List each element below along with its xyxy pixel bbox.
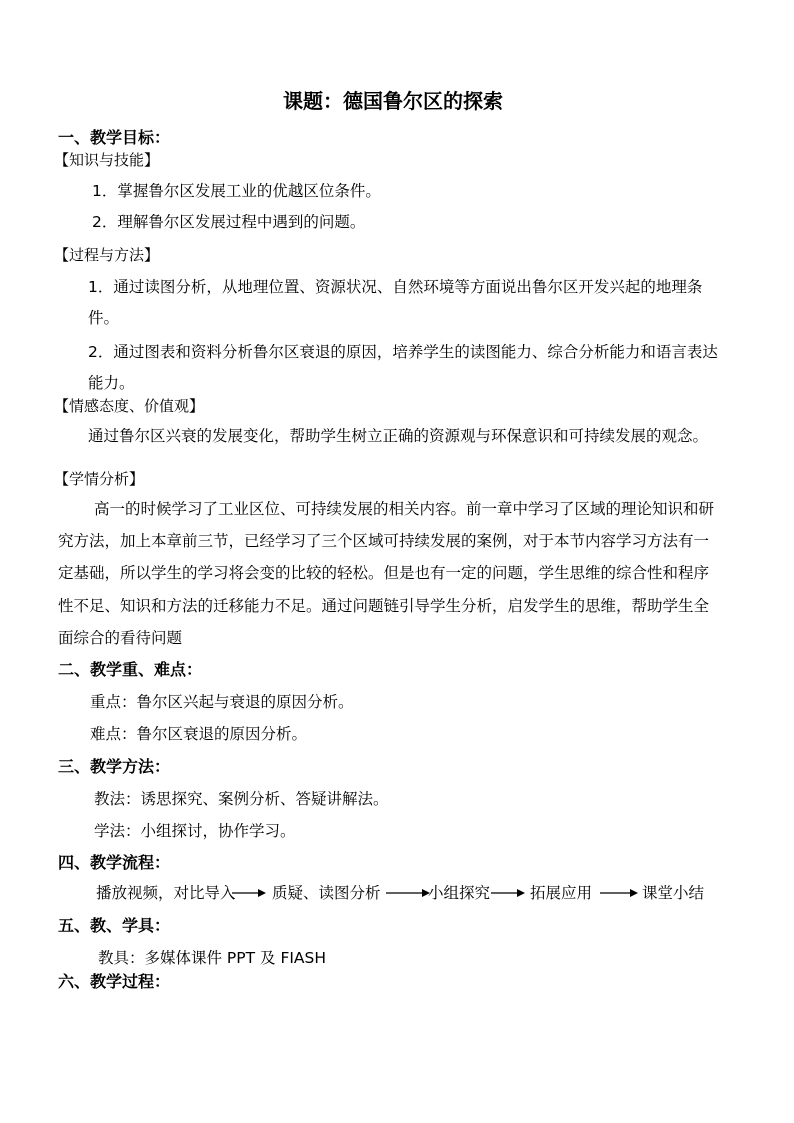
section-heading-methods: 三、教学方法： — [58, 757, 171, 776]
section-heading-tools: 五、教、学具： — [58, 916, 171, 935]
flow-step-3: 小组探究 — [428, 884, 491, 902]
analysis-line-1: 高一的时候学习了工业区位、可持续发展的相关内容。前一章中学习了区域的理论知识和研 — [94, 500, 715, 518]
analysis-line-4: 性不足、知识和方法的迁移能力不足。通过问题链引导学生分析，启发学生的思维，帮助学生全 — [58, 597, 710, 615]
flow-step-4: 拓展应用 — [530, 884, 593, 902]
key-point-difficult: 难点：鲁尔区衰退的原因分析。 — [90, 725, 308, 743]
flow-arrow-3-icon — [491, 882, 525, 904]
flow-step-2: 质疑、读图分析 — [272, 884, 381, 902]
analysis-line-2: 究方法，加上本章前三节，已经学习了三个区域可持续发展的案例，对于本节内容学习方法有一 — [58, 532, 710, 550]
emotion-text: 通过鲁尔区兴衰的发展变化，帮助学生树立正确的资源观与环保意识和可持续发展的观念。 — [88, 427, 709, 445]
method-teaching: 教法：诱思探究、案例分析、答疑讲解法。 — [94, 790, 389, 808]
section-heading-flow: 四、教学流程： — [58, 853, 171, 872]
section-heading-process: 六、教学过程： — [58, 972, 171, 991]
process-item-2-line-2: 能力。 — [88, 374, 135, 392]
emotion-label: 【情感态度、价值观】 — [54, 397, 205, 415]
knowledge-item-2: 2．理解鲁尔区发展过程中遇到的问题。 — [92, 213, 366, 231]
process-item-1-line-1: 1．通过读图分析，从地理位置、资源状况、自然环境等方面说出鲁尔区开发兴起的地理条 — [88, 278, 703, 296]
section-heading-key-points: 二、教学重、难点： — [58, 660, 203, 679]
flow-step-1: 播放视频，对比导入 — [96, 884, 236, 902]
process-label: 【过程与方法】 — [54, 246, 160, 264]
tools-text: 教具：多媒体课件 PPT 及 FIASH — [98, 949, 327, 967]
section-heading-goals: 一、教学目标： — [58, 128, 171, 147]
analysis-line-3: 定基础，所以学生的学习将会变的比较的轻松。但是也有一定的问题，学生思维的综合性和程序 — [58, 564, 710, 582]
flow-arrow-1-icon — [232, 882, 266, 904]
analysis-line-5: 面综合的看待问题 — [58, 629, 183, 647]
teaching-flow — [96, 882, 736, 904]
key-point-important: 重点：鲁尔区兴起与衰退的原因分析。 — [90, 693, 354, 711]
method-learning: 学法：小组探讨，协作学习。 — [94, 822, 296, 840]
flow-arrow-4-icon — [600, 882, 638, 904]
page-title: 课题：德国鲁尔区的探索 — [283, 89, 503, 113]
process-item-2-line-1: 2．通过图表和资料分析鲁尔区衰退的原因，培养学生的读图能力、综合分析能力和语言表达 — [88, 343, 718, 361]
flow-arrow-2-icon — [386, 882, 430, 904]
flow-step-5: 课堂小结 — [642, 884, 705, 902]
knowledge-item-1: 1．掌握鲁尔区发展工业的优越区位条件。 — [92, 182, 381, 200]
process-item-1-line-2: 件。 — [88, 309, 120, 327]
knowledge-label: 【知识与技能】 — [54, 151, 160, 169]
analysis-label: 【学情分析】 — [54, 470, 145, 488]
